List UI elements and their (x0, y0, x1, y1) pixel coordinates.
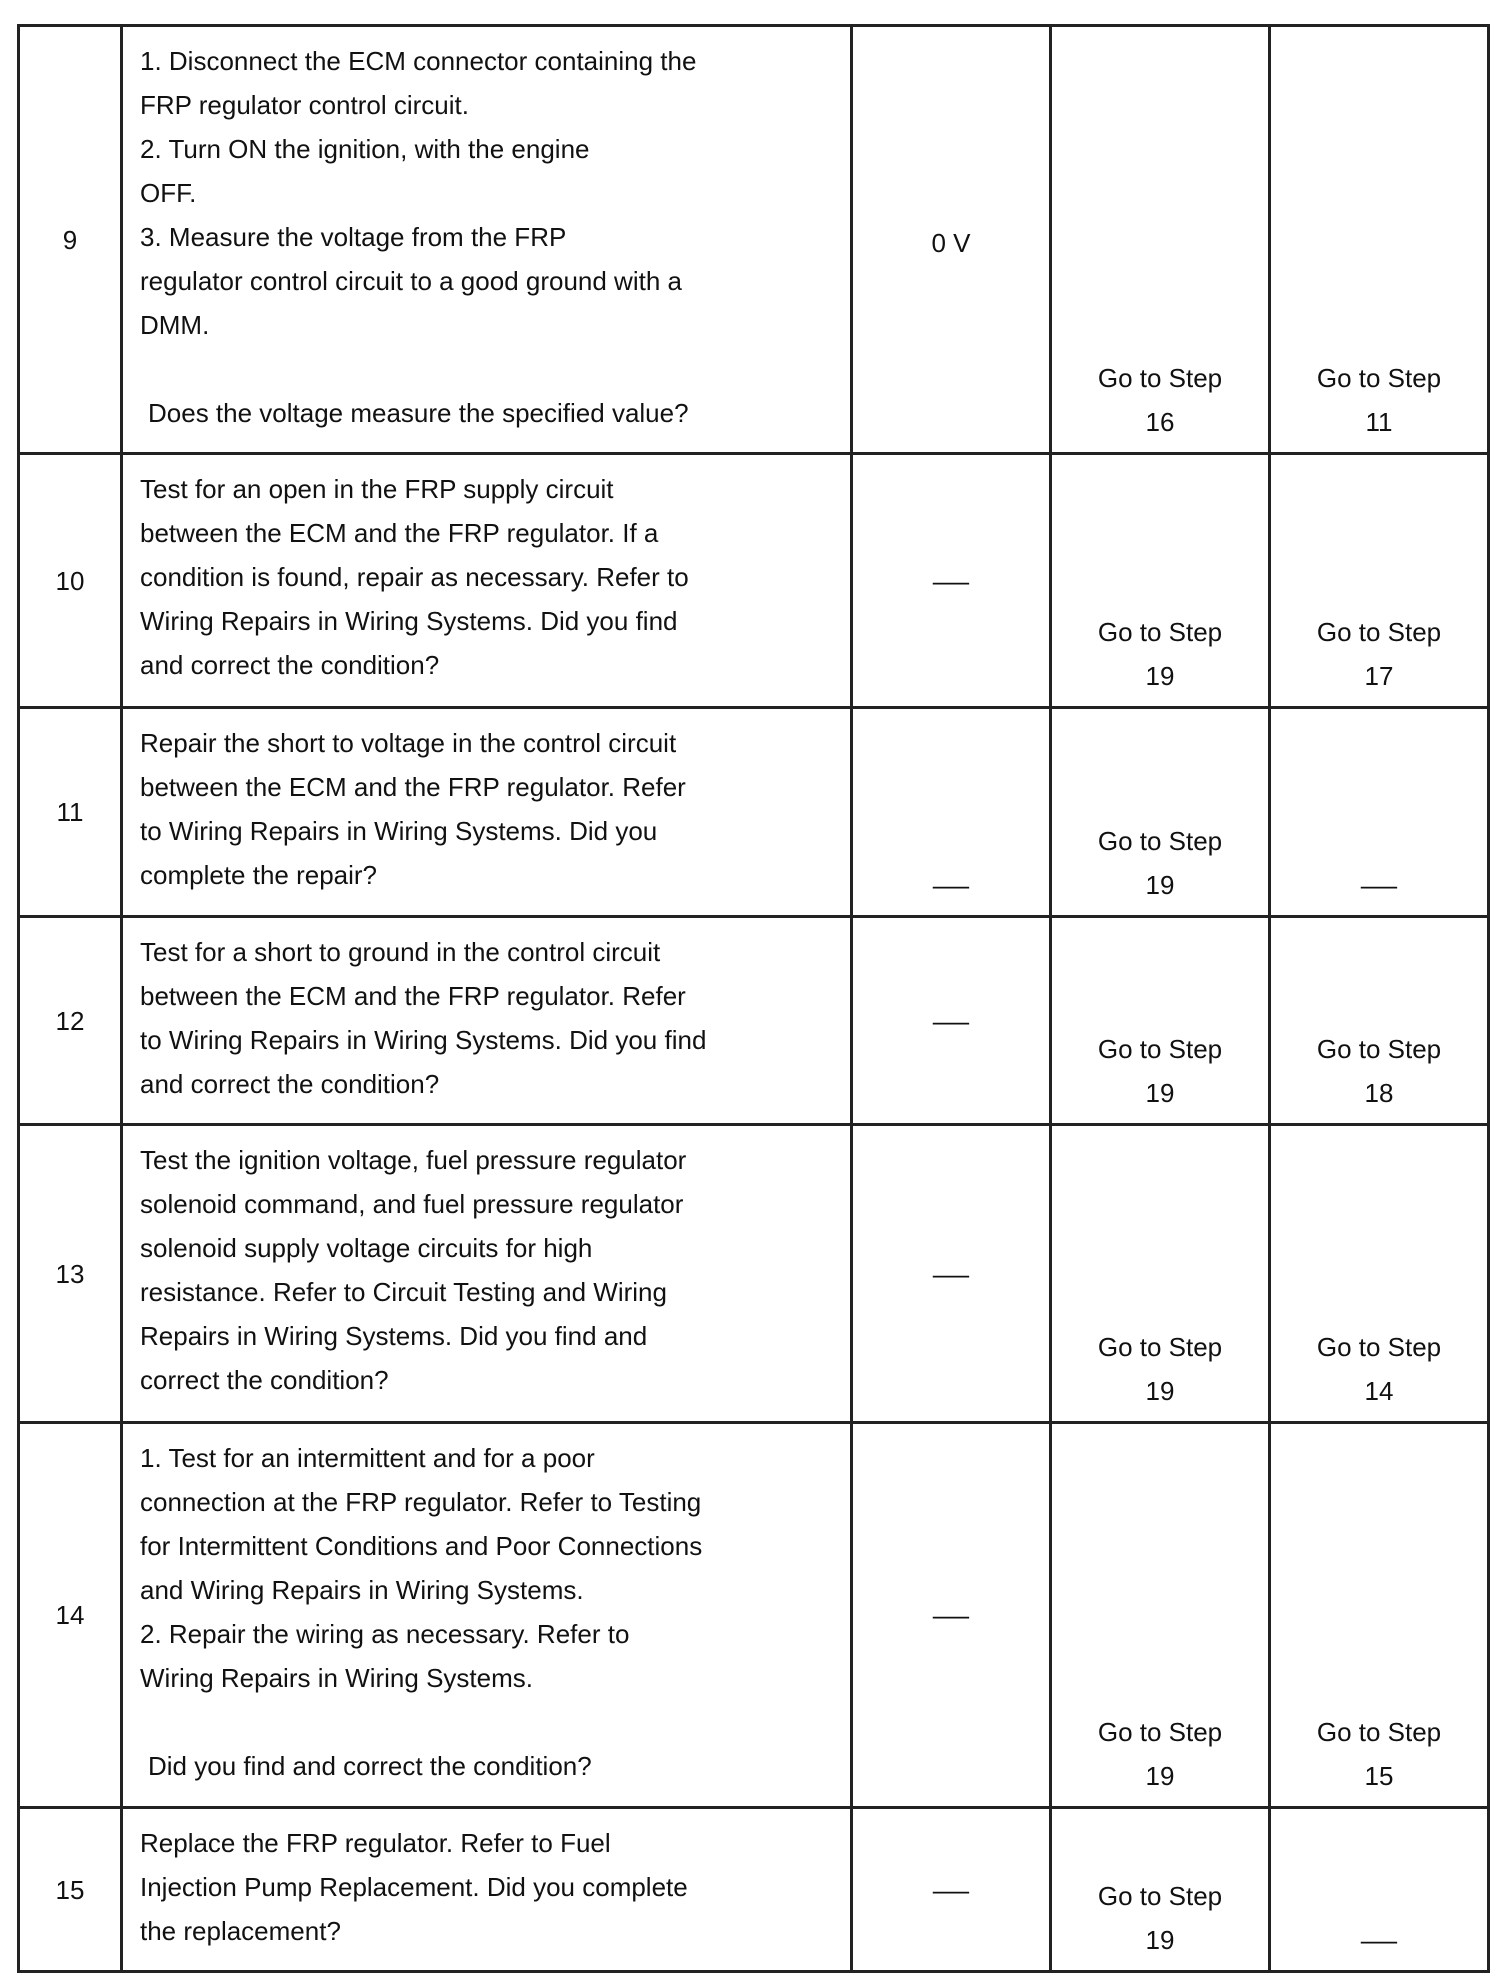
table-row (19, 708, 1489, 917)
value-cell (852, 454, 1051, 708)
table-row (19, 917, 1489, 1125)
action-cell (122, 1125, 852, 1423)
action-line: the replacement? (140, 1916, 341, 1946)
no-label: Go to Step (1316, 363, 1442, 393)
action-line: 3. Measure the voltage from the FRP (140, 222, 567, 252)
action-line: Wiring Repairs in Wiring Systems. (140, 1663, 533, 1693)
action-line: Test the ignition voltage, fuel pressure regulator (140, 1145, 687, 1175)
no-cell (1270, 708, 1489, 917)
yes-step: 16 (1145, 407, 1175, 437)
no-label: Go to Step (1316, 1332, 1442, 1362)
action-line: Replace the FRP regulator. Refer to Fuel (140, 1828, 611, 1858)
action-line: to Wiring Repairs in Wiring Systems. Did you find (140, 1025, 707, 1055)
no-cell (1270, 917, 1489, 1125)
yes-label: Go to Step (1097, 1034, 1223, 1064)
yes-cell (1051, 26, 1270, 454)
action-line: and correct the condition? (140, 650, 440, 680)
yes-label: Go to Step (1097, 1881, 1223, 1911)
action-cell (122, 1423, 852, 1808)
action-line: 2. Repair the wiring as necessary. Refer to (140, 1619, 630, 1649)
yes-step: 19 (1145, 1925, 1175, 1955)
table-row (19, 1125, 1489, 1423)
yes-label: Go to Step (1097, 363, 1223, 393)
value-dash: — (932, 565, 970, 596)
no-step: 14 (1364, 1376, 1394, 1406)
action-line: Test for a short to ground in the control circuit (140, 937, 661, 967)
yes-label: Go to Step (1097, 1332, 1223, 1362)
yes-step: 19 (1145, 1376, 1175, 1406)
value-cell (852, 1423, 1051, 1808)
action-line: for Intermittent Conditions and Poor Connections (140, 1531, 703, 1561)
no-step: 15 (1364, 1761, 1394, 1791)
diagnostic-table (17, 24, 1490, 1973)
no-step: 18 (1364, 1078, 1394, 1108)
action-line: Repair the short to voltage in the control circuit (140, 728, 677, 758)
no-dash: — (1360, 870, 1398, 900)
value-cell (852, 1808, 1051, 1972)
no-cell (1270, 1808, 1489, 1972)
yes-cell (1051, 1125, 1270, 1423)
action-line: DMM. (140, 310, 210, 340)
action-cell (122, 917, 852, 1125)
action-line: between the ECM and the FRP regulator. If a (140, 518, 659, 548)
action-line: Test for an open in the FRP supply circuit (140, 474, 614, 504)
no-cell (1270, 454, 1489, 708)
action-line: Injection Pump Replacement. Did you complete (140, 1872, 688, 1902)
value-cell (852, 1125, 1051, 1423)
no-label: Go to Step (1316, 617, 1442, 647)
yes-cell (1051, 454, 1270, 708)
value-dash: — (932, 870, 970, 900)
no-cell (1270, 26, 1489, 454)
step-number: 14 (19, 1423, 122, 1808)
no-step: 11 (1365, 407, 1393, 437)
yes-label: Go to Step (1097, 1717, 1223, 1747)
action-line: between the ECM and the FRP regulator. Refer (140, 981, 686, 1011)
step-number: 12 (19, 917, 122, 1125)
action-line: 2. Turn ON the ignition, with the engine (140, 134, 590, 164)
action-line: resistance. Refer to Circuit Testing and Wiring (140, 1277, 667, 1307)
action-line: and correct the condition? (140, 1069, 440, 1099)
value-dash: — (932, 1874, 970, 1905)
table-row (19, 1423, 1489, 1808)
action-line: solenoid supply voltage circuits for high (140, 1233, 593, 1263)
action-cell (122, 1808, 852, 1972)
no-label: Go to Step (1316, 1034, 1442, 1064)
step-number: 9 (19, 26, 122, 454)
table-row (19, 26, 1489, 454)
yes-step: 19 (1145, 1078, 1175, 1108)
no-label: Go to Step (1316, 1717, 1442, 1747)
action-line: correct the condition? (140, 1365, 389, 1395)
action-line: between the ECM and the FRP regulator. Refer (140, 772, 686, 802)
value-dash: — (932, 1600, 970, 1630)
yes-cell (1051, 1423, 1270, 1808)
action-line: solenoid command, and fuel pressure regulator (140, 1189, 684, 1219)
value-cell (852, 917, 1051, 1125)
step-number: 13 (19, 1125, 122, 1423)
yes-step: 19 (1145, 870, 1175, 900)
action-line: OFF. (140, 178, 197, 208)
action-cell (122, 454, 852, 708)
action-question: Does the voltage measure the specified value? (148, 398, 689, 428)
table-row (19, 454, 1489, 708)
yes-cell (1051, 917, 1270, 1125)
step-number: 11 (19, 708, 122, 917)
action-cell (122, 708, 852, 917)
action-line: Repairs in Wiring Systems. Did you find and (140, 1321, 648, 1351)
action-line: complete the repair? (140, 860, 378, 890)
yes-step: 19 (1145, 1761, 1175, 1791)
yes-label: Go to Step (1097, 617, 1223, 647)
value-dash: — (932, 1258, 970, 1289)
action-cell (122, 26, 852, 454)
action-line: and Wiring Repairs in Wiring Systems. (140, 1575, 584, 1605)
no-dash: — (1360, 1925, 1398, 1955)
action-line: regulator control circuit to a good ground with a (140, 266, 682, 296)
action-line: FRP regulator control circuit. (140, 90, 469, 120)
value-dash: — (932, 1005, 970, 1036)
table-row (19, 1808, 1489, 1972)
step-number: 10 (19, 454, 122, 708)
action-line: condition is found, repair as necessary. Refer to (140, 562, 689, 592)
value-cell: 0 V (852, 26, 1051, 454)
action-line: Wiring Repairs in Wiring Systems. Did you find (140, 606, 678, 636)
action-line: to Wiring Repairs in Wiring Systems. Did you (140, 816, 658, 846)
no-cell (1270, 1125, 1489, 1423)
no-step: 17 (1364, 661, 1394, 691)
action-question: Did you find and correct the condition? (148, 1751, 592, 1781)
action-line: 1. Test for an intermittent and for a poor (140, 1443, 595, 1473)
yes-label: Go to Step (1097, 826, 1223, 856)
step-number: 15 (19, 1808, 122, 1972)
no-cell (1270, 1423, 1489, 1808)
action-line: 1. Disconnect the ECM connector containing the (140, 46, 697, 76)
action-line: connection at the FRP regulator. Refer to Testing (140, 1487, 702, 1517)
value-cell (852, 708, 1051, 917)
yes-step: 19 (1145, 661, 1175, 691)
